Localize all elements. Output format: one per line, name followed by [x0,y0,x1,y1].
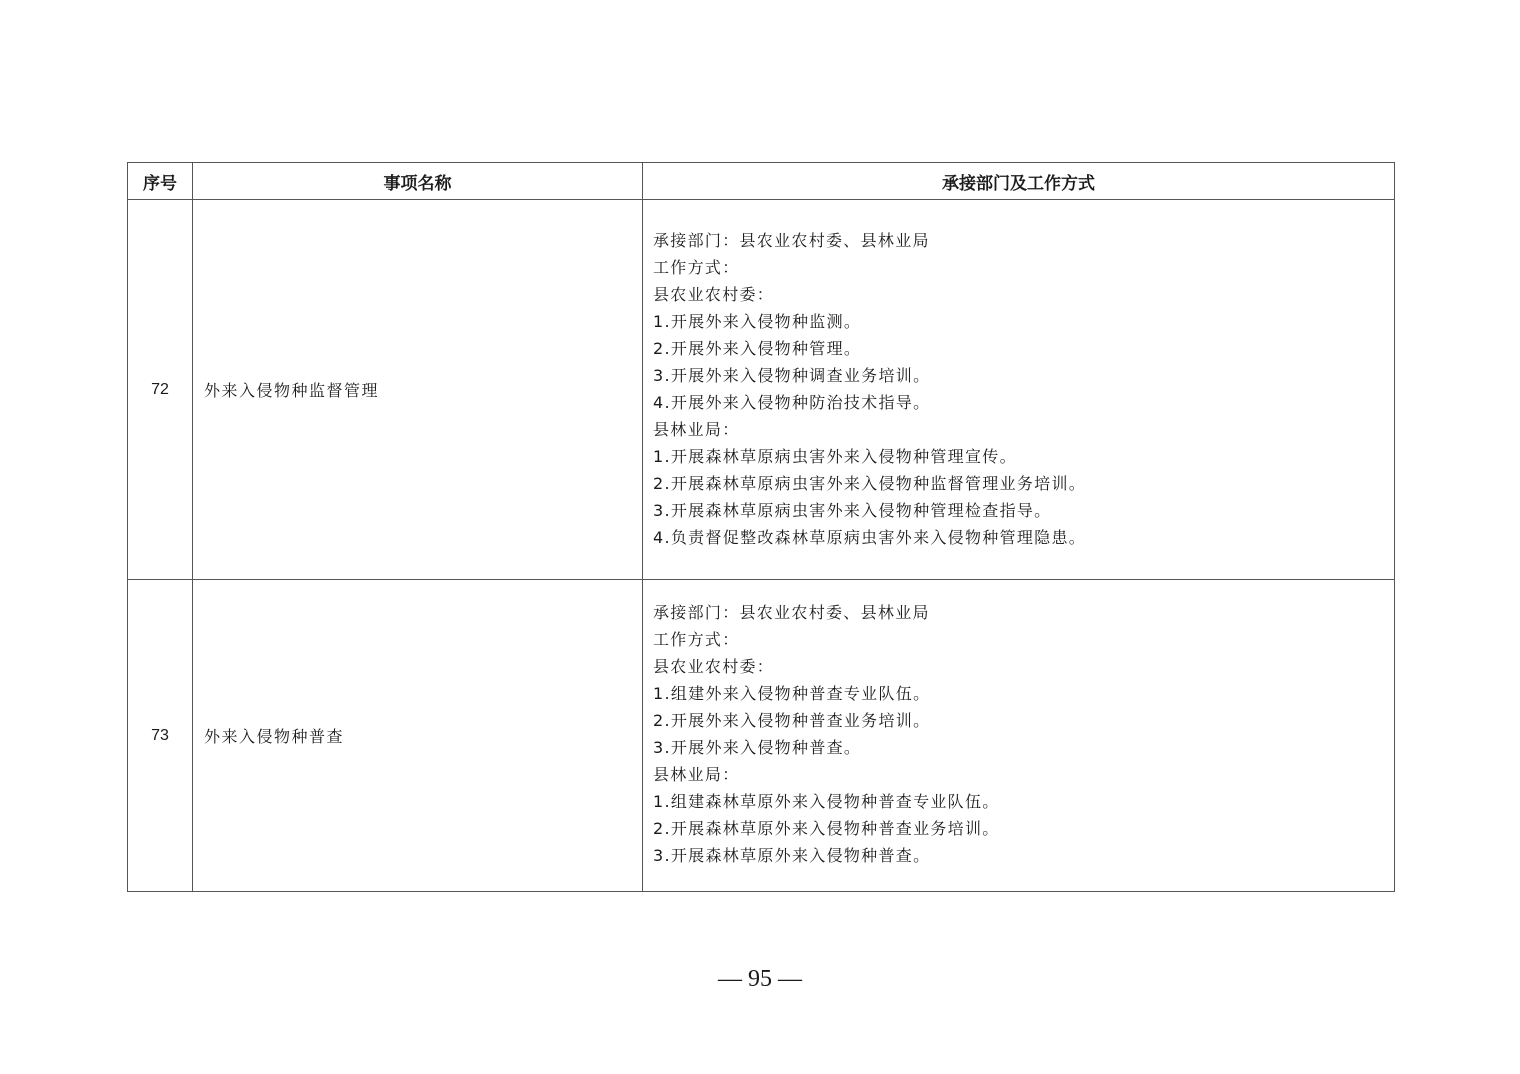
description-line: 县农业农村委： [653,657,775,676]
table-row [128,580,1395,892]
row-description [643,580,1395,892]
description-line: 3.开展森林草原病虫害外来入侵物种管理检查指导。 [653,501,1052,520]
header-department-and-method: 承接部门及工作方式 [643,163,1395,200]
description-line: 工作方式： [653,258,740,277]
description-line: 2.开展外来入侵物种管理。 [653,339,862,358]
description-line: 县农业农村委： [653,285,775,304]
description-line: 1.开展森林草原病虫害外来入侵物种管理宣传。 [653,447,1017,466]
description-line: 3.开展森林草原外来入侵物种普查。 [653,846,931,865]
description-line: 1.组建森林草原外来入侵物种普查专业队伍。 [653,792,1000,811]
description-line: 3.开展外来入侵物种调查业务培训。 [653,366,931,385]
tasks-table [127,162,1395,892]
description-line: 4.开展外来入侵物种防治技术指导。 [653,393,931,412]
row-number: 73 [128,580,193,892]
table-header-row [128,163,1395,200]
description-line: 2.开展森林草原病虫害外来入侵物种监督管理业务培训。 [653,474,1087,493]
description-line: 2.开展外来入侵物种普查业务培训。 [653,711,931,730]
description-line: 工作方式： [653,630,740,649]
row-item-name: 外来入侵物种普查 [193,580,643,892]
description-line: 承接部门：县农业农村委、县林业局 [653,231,930,250]
row-number: 72 [128,200,193,580]
description-line: 承接部门：县农业农村委、县林业局 [653,603,930,622]
description-line: 1.开展外来入侵物种监测。 [653,312,862,331]
table-row [128,200,1395,580]
description-line: 2.开展森林草原外来入侵物种普查业务培训。 [653,819,1000,838]
description-line: 4.负责督促整改森林草原病虫害外来入侵物种管理隐患。 [653,528,1087,547]
description-line: 1.组建外来入侵物种普查专业队伍。 [653,684,931,703]
description-line: 3.开展外来入侵物种普查。 [653,738,862,757]
description-line: 县林业局： [653,765,740,784]
row-description [643,200,1395,580]
page-number: — 95 — [718,966,802,992]
row-item-name: 外来入侵物种监督管理 [193,200,643,580]
header-sequence-number: 序号 [128,163,193,200]
header-item-name: 事项名称 [193,163,643,200]
description-line: 县林业局： [653,420,740,439]
